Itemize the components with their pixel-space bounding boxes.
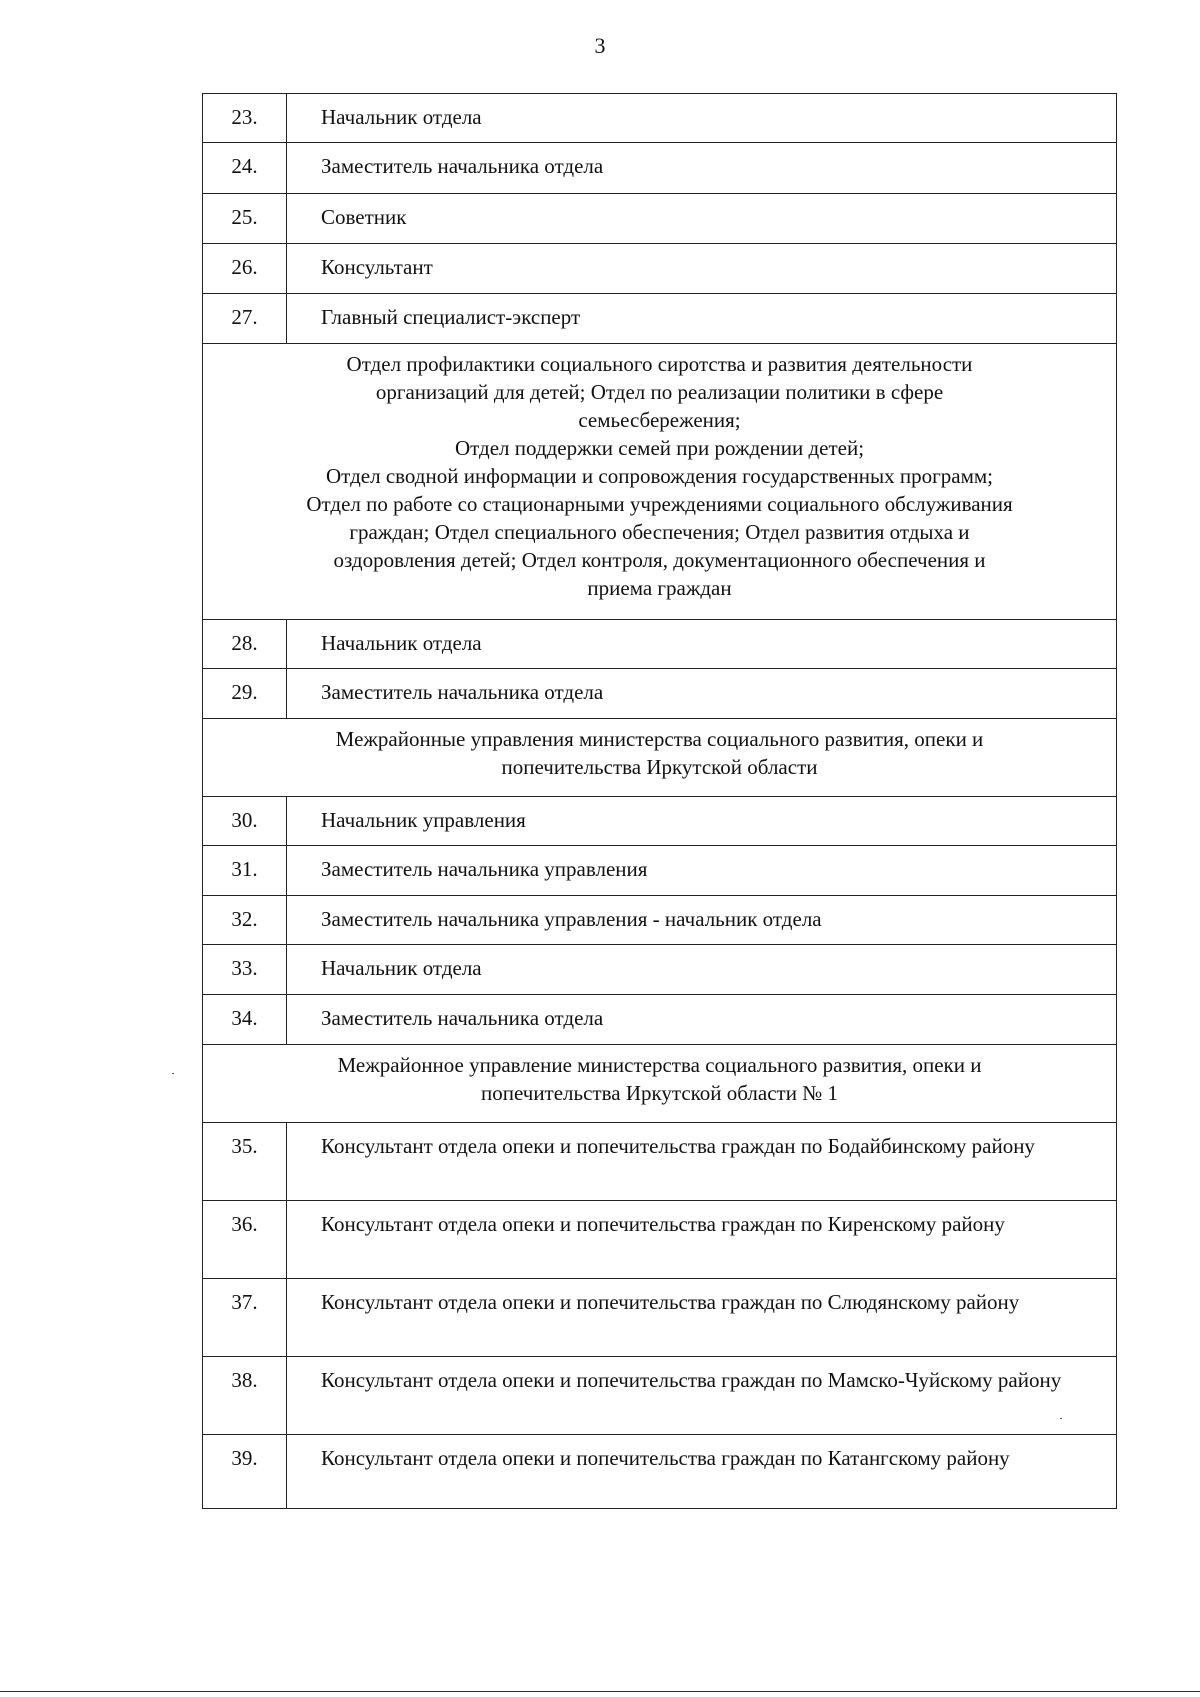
- table-row: [203, 797, 1117, 846]
- position-title-cell: [287, 669, 1117, 719]
- row-number: 32.: [231, 907, 258, 931]
- section-header-line: граждан; Отдел специального обеспечения; Отдел развития отдыха и: [349, 520, 970, 544]
- table-row: [203, 995, 1117, 1045]
- section-header: [203, 719, 1117, 797]
- position-title: Главный специалист-эксперт: [321, 305, 581, 329]
- row-number: 29.: [231, 680, 258, 704]
- position-title: Консультант отдела опеки и попечительства граждан по Катангскому району: [321, 1446, 1010, 1470]
- row-number: 37.: [231, 1290, 258, 1314]
- position-title: Консультант: [321, 255, 433, 279]
- table-row: [203, 1357, 1117, 1435]
- section-header: [203, 1045, 1117, 1123]
- row-number: 35.: [231, 1134, 258, 1158]
- position-title: Начальник отдела: [321, 956, 482, 980]
- section-header-row: [203, 344, 1117, 620]
- table-row: [203, 620, 1117, 669]
- position-title: Консультант отдела опеки и попечительства граждан по Киренскому району: [321, 1212, 1005, 1236]
- row-number-cell: [203, 620, 287, 669]
- page-number: 3: [594, 33, 606, 58]
- row-number-cell: [203, 1279, 287, 1357]
- row-number-cell: [203, 797, 287, 846]
- scan-speck: [1060, 1418, 1062, 1419]
- section-header-line: Отдел профилактики социального сиротства и развития деятельности: [346, 352, 973, 376]
- position-title: Консультант отдела опеки и попечительства граждан по Бодайбинскому району: [321, 1134, 1035, 1158]
- section-header-row: [203, 1045, 1117, 1123]
- table-row: [203, 669, 1117, 719]
- position-title-cell: [287, 143, 1117, 194]
- position-title-cell: [287, 94, 1117, 143]
- table-row: [203, 194, 1117, 244]
- position-title: Заместитель начальника управления - начальник отдела: [321, 907, 822, 931]
- row-number: 23.: [231, 105, 258, 129]
- row-number: 30.: [231, 808, 258, 832]
- row-number-cell: [203, 1357, 287, 1435]
- section-header-line: Межрайонное управление министерства социального развития, опеки и: [337, 1053, 982, 1077]
- position-title-cell: [287, 945, 1117, 995]
- position-title-cell: [287, 896, 1117, 945]
- row-number-cell: [203, 194, 287, 244]
- section-header-line: попечительства Иркутской области № 1: [480, 1081, 839, 1105]
- row-number: 39.: [231, 1446, 258, 1470]
- position-title-cell: [287, 1435, 1117, 1509]
- section-header: [203, 344, 1117, 620]
- row-number-cell: [203, 244, 287, 294]
- position-title-cell: [287, 1357, 1117, 1435]
- table-row: [203, 1201, 1117, 1279]
- position-title-cell: [287, 846, 1117, 896]
- row-number: 26.: [231, 255, 258, 279]
- row-number-cell: [203, 1201, 287, 1279]
- table-row: [203, 94, 1117, 143]
- section-header-row: [203, 719, 1117, 797]
- row-number-cell: [203, 995, 287, 1045]
- position-title-cell: [287, 1201, 1117, 1279]
- row-number-cell: [203, 669, 287, 719]
- table-row: [203, 294, 1117, 344]
- row-number: 28.: [231, 631, 258, 655]
- section-header-line: попечительства Иркутской области: [501, 755, 818, 779]
- table-row: [203, 1435, 1117, 1509]
- section-header-line: оздоровления детей; Отдел контроля, документационного обеспечения и: [333, 548, 986, 572]
- position-title: Заместитель начальника управления: [321, 857, 648, 881]
- row-number: 24.: [231, 154, 258, 178]
- section-header-line: семьесбережения;: [578, 408, 741, 432]
- position-title-cell: [287, 294, 1117, 344]
- table-row: [203, 945, 1117, 995]
- section-header-line: Межрайонные управления министерства социального развития, опеки и: [335, 727, 984, 751]
- row-number: 33.: [231, 956, 258, 980]
- table-row: [203, 1279, 1117, 1357]
- row-number: 25.: [231, 205, 258, 229]
- row-number: 34.: [231, 1006, 258, 1030]
- table-row: [203, 244, 1117, 294]
- section-header-line: Отдел поддержки семей при рождении детей;: [454, 436, 865, 460]
- row-number: 36.: [231, 1212, 258, 1236]
- position-title-cell: [287, 194, 1117, 244]
- position-title-cell: [287, 995, 1117, 1045]
- position-title: Начальник отдела: [321, 631, 482, 655]
- position-title: Советник: [321, 205, 407, 229]
- page-bottom-rule: [0, 1691, 1200, 1692]
- position-title-cell: [287, 244, 1117, 294]
- position-title-cell: [287, 797, 1117, 846]
- position-title: Заместитель начальника отдела: [321, 154, 604, 178]
- position-title-cell: [287, 1123, 1117, 1201]
- section-header-line: Отдел по работе со стационарными учреждениями социального обслуживания: [306, 492, 1013, 516]
- scan-speck: [172, 1073, 174, 1074]
- position-title: Заместитель начальника отдела: [321, 680, 604, 704]
- row-number-cell: [203, 896, 287, 945]
- positions-table: [202, 93, 1117, 1509]
- section-header-line: организаций для детей; Отдел по реализации политики в сфере: [375, 380, 944, 404]
- row-number: 31.: [231, 857, 258, 881]
- position-title-cell: [287, 620, 1117, 669]
- row-number-cell: [203, 945, 287, 995]
- position-title: Начальник управления: [321, 808, 526, 832]
- position-title: Заместитель начальника отдела: [321, 1006, 604, 1030]
- row-number-cell: [203, 143, 287, 194]
- section-header-line: приема граждан: [587, 576, 732, 600]
- row-number-cell: [203, 1435, 287, 1509]
- position-title: Консультант отдела опеки и попечительства граждан по Слюдянскому району: [321, 1290, 1020, 1314]
- table-row: [203, 143, 1117, 194]
- row-number-cell: [203, 294, 287, 344]
- row-number-cell: [203, 1123, 287, 1201]
- table-row: [203, 846, 1117, 896]
- table-row: [203, 1123, 1117, 1201]
- position-title: Начальник отдела: [321, 105, 482, 129]
- position-title: Консультант отдела опеки и попечительства граждан по Мамско-Чуйскому району: [321, 1368, 1062, 1392]
- table-row: [203, 896, 1117, 945]
- row-number: 27.: [231, 305, 258, 329]
- row-number-cell: [203, 846, 287, 896]
- row-number: 38.: [231, 1368, 258, 1392]
- section-header-line: Отдел сводной информации и сопровождения государственных программ;: [326, 464, 993, 488]
- row-number-cell: [203, 94, 287, 143]
- position-title-cell: [287, 1279, 1117, 1357]
